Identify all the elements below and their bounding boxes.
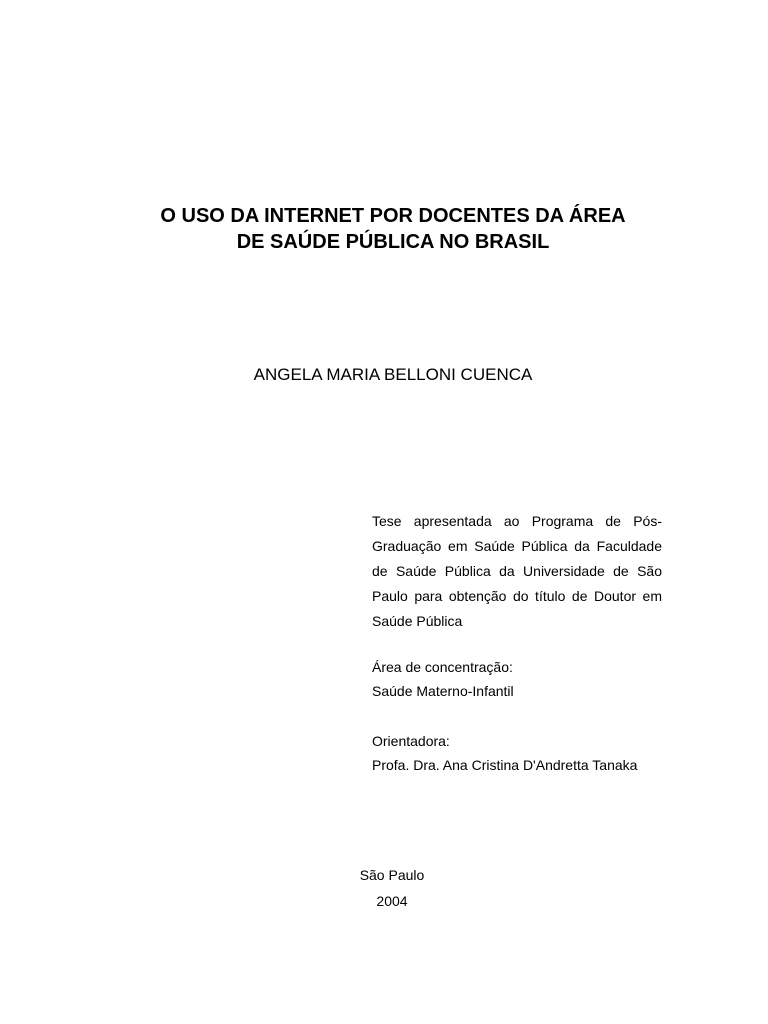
- year: 2004: [376, 893, 408, 909]
- city: São Paulo: [359, 867, 425, 883]
- advisor-label: Orientadora:: [372, 733, 450, 749]
- advisor: [372, 729, 637, 777]
- concentration-value: Saúde Materno-Infantil: [372, 683, 514, 699]
- thesis-note: Tese apresentada ao Programa de Pós-Graduação em Saúde Pública da Faculdade de Saúde Pública da Universidade de São Paulo para obtenção do título de Doutor em Saúde Pública: [372, 513, 662, 629]
- author-name: ANGELA MARIA BELLONI CUENCA: [253, 365, 533, 384]
- concentration-area: [372, 655, 514, 703]
- thesis-title: [0, 203, 768, 255]
- concentration-label: Área de concentração:: [372, 659, 513, 675]
- advisor-value: Profa. Dra. Ana Cristina D'Andretta Tanaka: [372, 757, 638, 773]
- thesis-title-line-2: DE SAÚDE PÚBLICA NO BRASIL: [236, 231, 550, 253]
- thesis-title-line-1: O USO DA INTERNET POR DOCENTES DA ÁREA: [160, 205, 626, 227]
- place-and-date: [340, 862, 444, 914]
